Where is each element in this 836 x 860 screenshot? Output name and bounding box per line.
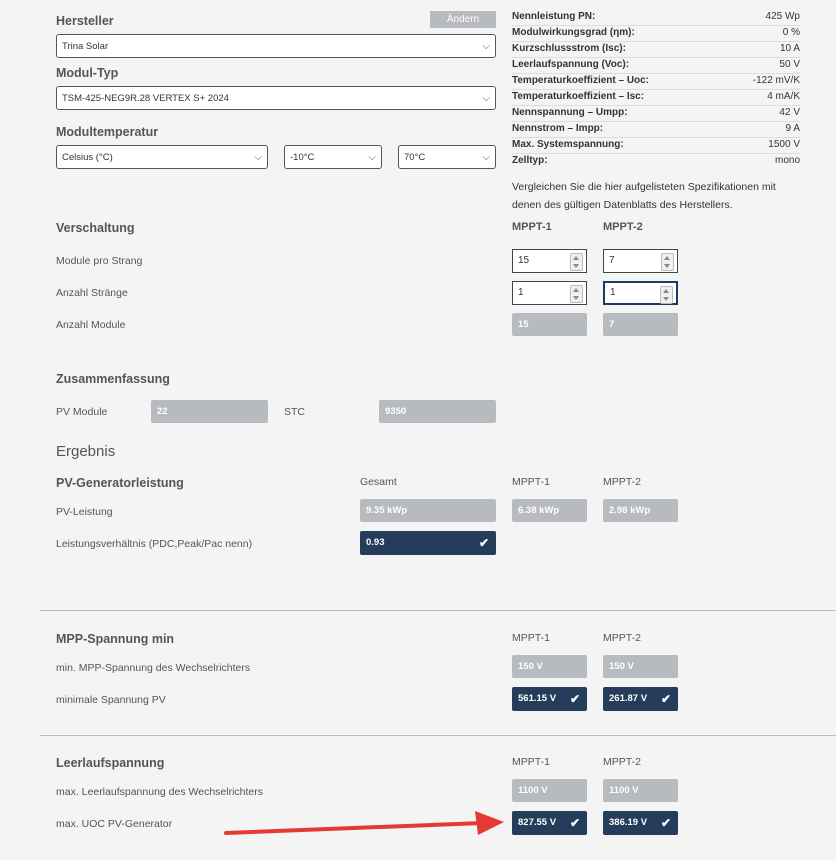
module-pro-strang-mppt1-input[interactable] xyxy=(512,249,587,273)
modul-typ-value: TSM-425-NEG9R.28 VERTEX S+ 2024 xyxy=(62,93,229,104)
spec-row xyxy=(512,57,800,74)
mppt2-header: MPPT-2 xyxy=(603,632,641,644)
chevron-down-icon: ⌵ xyxy=(482,152,490,163)
spec-key: Nennstrom – Impp: xyxy=(512,123,604,134)
modul-typ-select[interactable] xyxy=(56,86,496,110)
anzahl-module-mppt2: 7 xyxy=(603,313,678,336)
temp-unit-select[interactable] xyxy=(56,145,268,169)
spec-key: Zelltyp: xyxy=(512,155,548,166)
annotation-arrow xyxy=(220,805,510,845)
chevron-down-icon: ⌵ xyxy=(482,41,490,52)
mppt1-header: MPPT-1 xyxy=(512,476,550,488)
value-text: 386.19 V xyxy=(609,817,648,828)
anzahl-module-label: Anzahl Module xyxy=(56,319,126,331)
mpp-pv-label: minimale Spannung PV xyxy=(56,694,166,706)
spec-value: 4 mA/K xyxy=(767,91,800,102)
check-icon: ✔ xyxy=(660,816,671,830)
spec-value: 10 A xyxy=(779,43,800,54)
pv-leistung-mppt2: 2.98 kWp xyxy=(603,499,678,522)
spec-key: Nennleistung PN: xyxy=(512,11,596,22)
chevron-down-icon: ⌵ xyxy=(482,93,490,104)
value-text: 261.87 V xyxy=(609,693,648,704)
input-value: 1 xyxy=(610,287,616,298)
mppt1-header: MPPT-1 xyxy=(512,221,552,233)
mppt1-header: MPPT-1 xyxy=(512,756,550,768)
leer-pv-mppt1 xyxy=(512,811,587,835)
spinner-icon[interactable] xyxy=(570,253,583,271)
spec-row xyxy=(512,137,800,154)
mpp-wr-label: min. MPP-Spannung des Wechselrichters xyxy=(56,662,251,674)
pv-leistung-label: PV-Leistung xyxy=(56,506,113,518)
divider xyxy=(40,610,836,611)
verschaltung-title: Verschaltung xyxy=(56,221,135,235)
temp-unit-value: Celsius (°C) xyxy=(62,152,113,163)
spec-key: Leerlaufspannung (Voc): xyxy=(512,59,630,70)
pv-generatorleistung-title: PV-Generatorleistung xyxy=(56,476,184,490)
mpp-pv-mppt2 xyxy=(603,687,678,711)
gesamt-header: Gesamt xyxy=(360,476,397,488)
value-text: 0.93 xyxy=(366,537,385,548)
chevron-down-icon: ⌵ xyxy=(254,152,262,163)
hersteller-value: Trina Solar xyxy=(62,41,109,52)
spec-value: 0 % xyxy=(782,27,800,38)
anzahl-module-mppt1: 15 xyxy=(512,313,587,336)
chevron-down-icon: ⌵ xyxy=(368,152,376,163)
spinner-icon[interactable] xyxy=(661,253,674,271)
leer-wr-mppt2: 1100 V xyxy=(603,779,678,802)
temp-min-value: -10°C xyxy=(290,152,315,163)
temp-max-select[interactable] xyxy=(398,145,496,169)
spec-key: Kurzschlussstrom (Isc): xyxy=(512,43,626,54)
module-pro-strang-mppt2-input[interactable] xyxy=(603,249,678,273)
hersteller-select[interactable] xyxy=(56,34,496,58)
pv-module-label: PV Module xyxy=(56,406,108,418)
spec-row xyxy=(512,105,800,122)
input-value: 7 xyxy=(609,255,615,266)
divider xyxy=(40,735,836,736)
spec-row xyxy=(512,9,800,26)
spec-note: Vergleichen Sie die hier aufgelisteten Spezifikationen mit denen des gültigen Datenblatts des Herstellers. xyxy=(512,181,776,211)
modultemp-title: Modultemperatur xyxy=(56,125,159,139)
leer-wr-mppt1: 1100 V xyxy=(512,779,587,802)
module-pro-strang-label: Module pro Strang xyxy=(56,255,143,267)
spec-row xyxy=(512,121,800,138)
spec-value: 50 V xyxy=(779,59,800,70)
pv-module-value: 22 xyxy=(151,400,268,423)
modul-typ-title: Modul-Typ xyxy=(56,66,119,80)
leer-wr-label: max. Leerlaufspannung des Wechselrichters xyxy=(56,786,264,798)
spinner-icon[interactable] xyxy=(660,286,673,304)
ergebnis-title: Ergebnis xyxy=(56,443,116,460)
pv-leistung-gesamt: 9.35 kWp xyxy=(360,499,496,522)
anzahl-straenge-mppt2-input[interactable] xyxy=(603,281,678,305)
leerlaufspannung-title: Leerlaufspannung xyxy=(56,756,165,770)
spec-value: 42 V xyxy=(779,107,800,118)
leer-pv-mppt2 xyxy=(603,811,678,835)
spinner-icon[interactable] xyxy=(570,285,583,303)
temp-min-select[interactable] xyxy=(284,145,382,169)
mppt2-header: MPPT-2 xyxy=(603,476,641,488)
input-value: 15 xyxy=(518,255,530,266)
leistungsverhaeltnis-label: Leistungsverhältnis (PDC,Peak/Pac nenn) xyxy=(56,538,253,550)
mpp-wr-mppt1: 150 V xyxy=(512,655,587,678)
zusammenfassung-title: Zusammenfassung xyxy=(56,372,170,386)
mppt2-header: MPPT-2 xyxy=(603,756,641,768)
leistungsverhaeltnis-value xyxy=(360,531,496,555)
anzahl-straenge-label: Anzahl Stränge xyxy=(56,287,128,299)
change-button[interactable]: Ändern xyxy=(430,11,496,28)
stc-label: STC xyxy=(284,406,305,418)
spec-row xyxy=(512,25,800,42)
value-text: 561.15 V xyxy=(518,693,557,704)
anzahl-straenge-mppt1-input[interactable] xyxy=(512,281,587,305)
check-icon: ✔ xyxy=(660,692,671,706)
input-value: 1 xyxy=(518,287,524,298)
check-icon: ✔ xyxy=(569,816,580,830)
check-icon: ✔ xyxy=(478,536,489,550)
mppt1-header: MPPT-1 xyxy=(512,632,550,644)
value-text: 827.55 V xyxy=(518,817,557,828)
mpp-spannung-title: MPP-Spannung min xyxy=(56,632,175,646)
spec-key: Nennspannung – Umpp: xyxy=(512,107,628,118)
spec-key: Max. Systemspannung: xyxy=(512,139,624,150)
spec-row xyxy=(512,89,800,106)
temp-max-value: 70°C xyxy=(404,152,426,163)
pv-leistung-mppt1: 6.38 kWp xyxy=(512,499,587,522)
spec-value: -122 mV/K xyxy=(752,75,800,86)
hersteller-title: Hersteller xyxy=(56,14,114,28)
spec-key: Temperaturkoeffizient – Uoc: xyxy=(512,75,650,86)
mpp-wr-mppt2: 150 V xyxy=(603,655,678,678)
mppt2-header: MPPT-2 xyxy=(603,221,643,233)
spec-row xyxy=(512,41,800,58)
spec-key: Temperaturkoeffizient – Isc: xyxy=(512,91,645,102)
stc-value: 9350 xyxy=(379,400,496,423)
spec-value: 1500 V xyxy=(768,139,800,150)
spec-row xyxy=(512,73,800,90)
leer-pv-label: max. UOC PV-Generator xyxy=(56,818,173,830)
spec-value: 425 Wp xyxy=(765,11,800,22)
spec-key: Modulwirkungsgrad (ηm): xyxy=(512,27,635,38)
mpp-pv-mppt1 xyxy=(512,687,587,711)
spec-row xyxy=(512,153,800,169)
spec-value: mono xyxy=(774,155,800,166)
spec-value: 9 A xyxy=(785,123,800,134)
check-icon: ✔ xyxy=(569,692,580,706)
